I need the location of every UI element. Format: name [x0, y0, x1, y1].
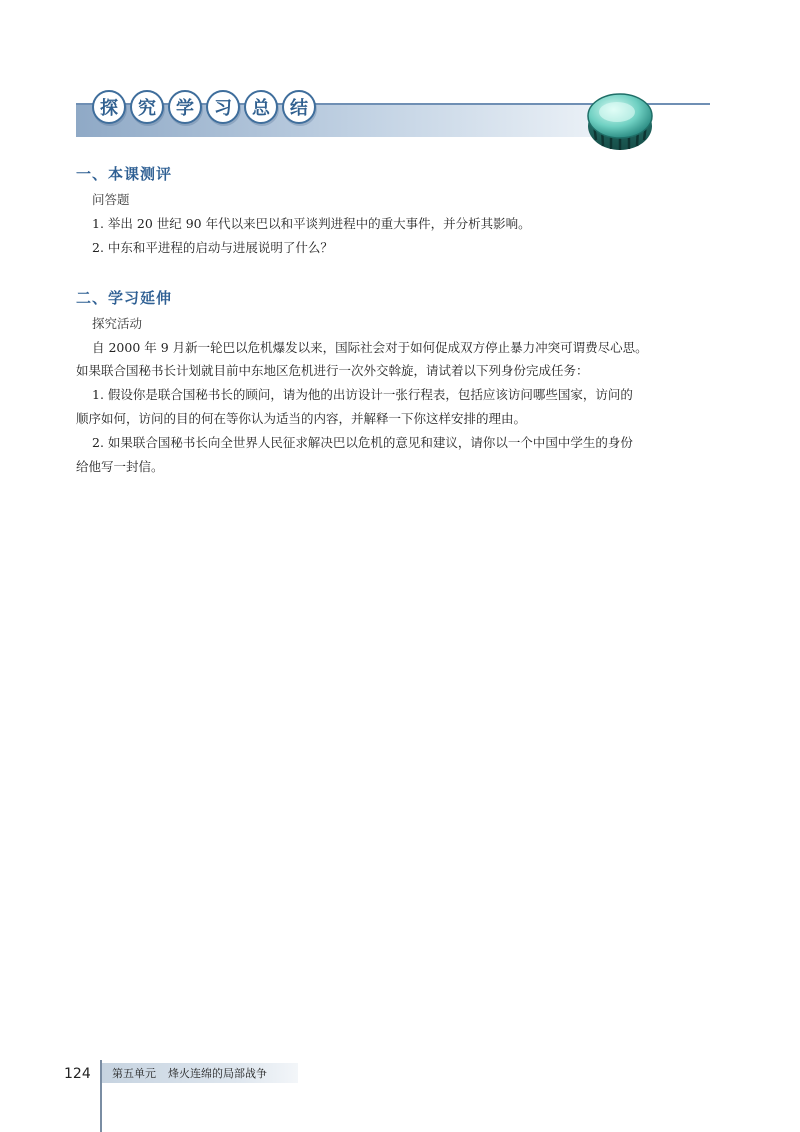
paragraph-line: 如果联合国秘书长计划就目前中东地区危机进行一次外交斡旋，请试着以下列身份完成任务：	[76, 363, 589, 378]
header-title-char: 结	[282, 90, 316, 124]
paragraph-line: 自 2000 年 9 月新一轮巴以危机爆发以来，国际社会对于如何促成双方停止暴力冲突可谓费尽心思。	[92, 340, 648, 355]
subsection-label: 探究活动	[92, 316, 143, 331]
header-title-char: 探	[92, 90, 126, 124]
task-item: 1. 假设你是联合国秘书长的顾问，请为他的出访设计一张行程表，包括应该访问哪些国家，访问的	[92, 387, 633, 402]
question-item: 1. 举出 20 世纪 90 年代以来巴以和平谈判进程中的重大事件，并分析其影响。	[92, 216, 531, 231]
footer-running-title	[102, 1063, 298, 1083]
decorative-badge-icon	[584, 84, 656, 156]
page-number: 124	[64, 1066, 91, 1082]
header-title-char: 究	[130, 90, 164, 124]
footer-unit-title: 烽火连绵的局部战争	[168, 1067, 267, 1080]
header-title-char: 学	[168, 90, 202, 124]
header-title	[92, 90, 316, 130]
question-item: 2. 中东和平进程的启动与进展说明了什么？	[92, 240, 333, 255]
task-item-continued: 顺序如何，访问的目的何在等你认为适当的内容，并解释一下你这样安排的理由。	[76, 411, 527, 426]
section-heading-extension: 二、学习延伸	[76, 289, 173, 307]
subsection-label: 问答题	[92, 192, 130, 207]
task-item: 2. 如果联合国秘书长向全世界人民征求解决巴以危机的意见和建议，请你以一个中国中学生的身份	[92, 435, 633, 450]
task-item-continued: 给他写一封信。	[76, 459, 164, 474]
footer-unit: 第五单元	[112, 1067, 156, 1080]
section-heading-assessment: 一、本课测评	[76, 165, 173, 183]
header-title-char: 总	[244, 90, 278, 124]
header-title-char: 习	[206, 90, 240, 124]
